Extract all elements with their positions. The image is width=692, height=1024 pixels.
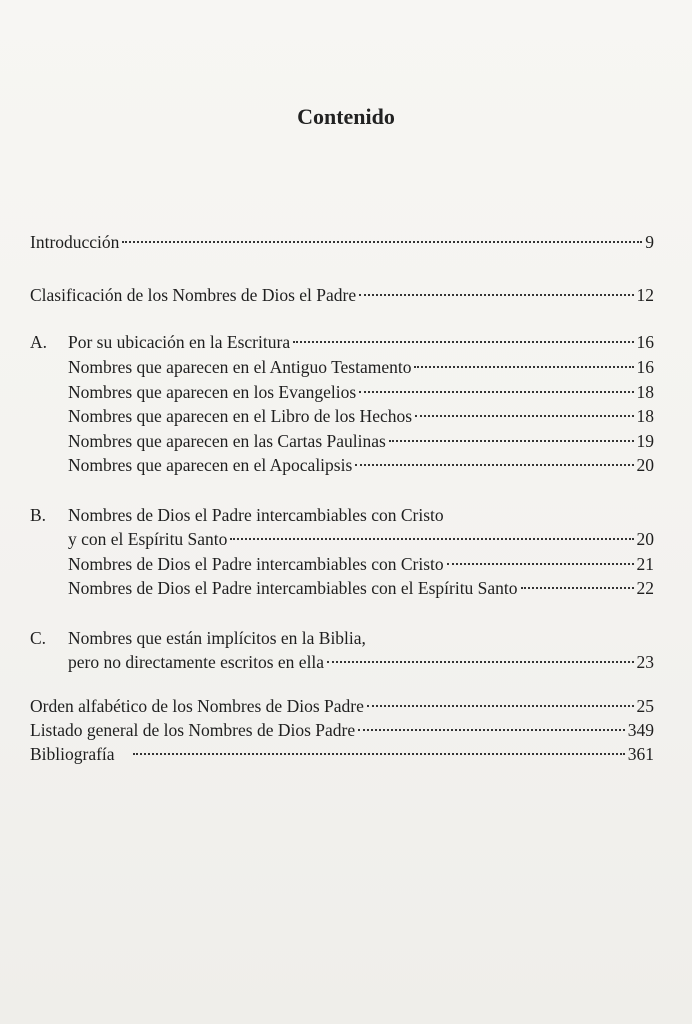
dot-leader (389, 440, 634, 442)
section-a-letter: A. (30, 332, 48, 352)
toc-entry-label: Nombres de Dios el Padre intercambiables con Cristo (68, 554, 444, 574)
dot-leader (293, 341, 633, 343)
toc-entry-introduccion (30, 230, 654, 254)
toc-entry-label: Nombres que aparecen en las Cartas Paulinas (68, 431, 386, 451)
toc-entry-label: Nombres que aparecen en el Apocalipsis (68, 455, 353, 475)
toc-entry-label: Por su ubicación en la Escritura (68, 332, 291, 352)
toc-entry-page: 20 (636, 455, 654, 475)
section-b-item (68, 552, 654, 576)
toc-entry-clasificacion (30, 283, 654, 307)
toc-entry-label: Bibliografía (30, 744, 115, 764)
dot-leader (358, 729, 625, 731)
section-c-heading: Nombres que están implícitos en la Biblia, (68, 628, 366, 648)
dot-leader (355, 464, 633, 466)
section-a-item (68, 453, 654, 477)
section-a-item (68, 404, 654, 428)
dot-leader (359, 391, 633, 393)
toc-entry-page: 20 (636, 529, 654, 549)
dot-leader (447, 563, 634, 565)
toc-entry-page: 349 (627, 720, 654, 740)
toc-entry-label: Orden alfabético de los Nombres de Dios Padre (30, 696, 364, 716)
toc-entry-page: 25 (636, 696, 654, 716)
section-c-heading-cont (68, 650, 654, 674)
dot-leader (230, 538, 633, 540)
dot-leader (415, 415, 633, 417)
toc-entry-page: 361 (627, 744, 654, 764)
toc-entry-page: 16 (636, 332, 654, 352)
toc-entry-page: 23 (636, 652, 654, 672)
toc-entry-label: Clasificación de los Nombres de Dios el Padre (30, 285, 357, 305)
dot-leader (367, 705, 634, 707)
section-a-item (68, 380, 654, 404)
toc-entry-bibliografia (30, 742, 654, 766)
toc-entry-label: Nombres de Dios el Padre intercambiables con el Espíritu Santo (68, 578, 518, 598)
toc-entry-label: Nombres que aparecen en el Libro de los Hechos (68, 406, 413, 426)
toc-entry-page: 18 (636, 406, 654, 426)
toc-entry-page: 16 (636, 357, 654, 377)
dot-leader (327, 661, 633, 663)
toc-entry-page: 19 (636, 431, 654, 451)
toc-entry-page: 9 (645, 232, 654, 252)
section-a-heading (68, 330, 654, 354)
toc-entry-page: 22 (636, 578, 654, 598)
dot-leader (122, 241, 642, 243)
dot-leader (414, 366, 633, 368)
toc-entry-label: pero no directamente escritos en ella (68, 652, 325, 672)
dot-leader (133, 753, 625, 755)
section-b-heading-cont (68, 527, 654, 551)
toc-entry-orden (30, 694, 654, 718)
section-a-item (68, 355, 654, 379)
toc-entry-page: 21 (636, 554, 654, 574)
toc-entry-listado (30, 718, 654, 742)
toc-entry-page: 18 (636, 382, 654, 402)
section-a-item (68, 429, 654, 453)
toc-entry-label: y con el Espíritu Santo (68, 529, 228, 549)
toc-entry-page: 12 (636, 285, 654, 305)
toc-entry-label: Nombres que aparecen en el Antiguo Testamento (68, 357, 412, 377)
toc-entry-label: Nombres que aparecen en los Evangelios (68, 382, 357, 402)
toc-entry-label: Introducción (30, 232, 120, 252)
section-c-letter: C. (30, 628, 47, 648)
section-b-letter: B. (30, 505, 47, 525)
page-title: Contenido (297, 104, 395, 129)
section-b-item (68, 576, 654, 600)
dot-leader (359, 294, 633, 296)
toc-entry-label: Listado general de los Nombres de Dios Padre (30, 720, 356, 740)
section-b-heading: Nombres de Dios el Padre intercambiables con Cristo (68, 505, 444, 525)
dot-leader (521, 587, 634, 589)
